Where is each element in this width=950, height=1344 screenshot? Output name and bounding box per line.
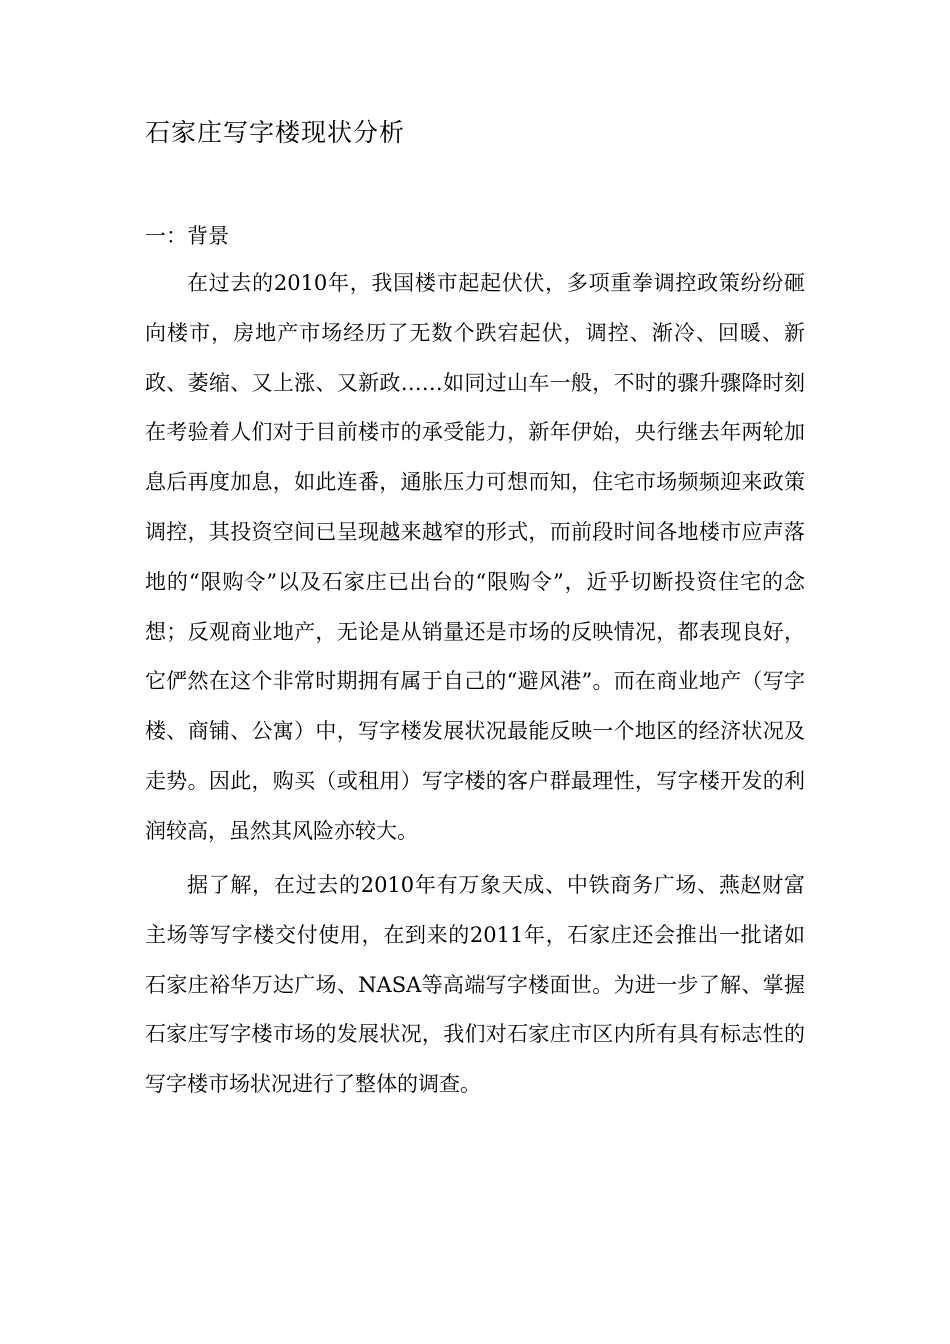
body-paragraph: 在过去的2010年，我国楼市起起伏伏，多项重拳调控政策纷纷砸向楼市，房地产市场经历了无数个跌宕起伏，调控、渐冷、回暖、新政、萎缩、又上涨、又新政……如同过山车一般，不时的骤升骤降时刻在考验着人们对于目前楼市的承受能力，新年伊始，央行继去年两轮加息后再度加息，如此连番，通胀压力可想而知，住宅市场频频迎来政策调控，其投资空间已呈现越来越窄的形式，而前段时间各地楼市应声落地的“限购令”以及石家庄已出台的“限购令”，近乎切断投资住宅的念想；反观商业地产，无论是从销量还是市场的反映情况，都表现良好，它俨然在这个非常时期拥有属于自己的“避风港”。而在商业地产（写字楼、商铺、公寓）中，写字楼发展状况最能反映一个地区的经济状况及走势。因此，购买（或租用）写字楼的客户群最理性，写字楼开发的利润较高，虽然其风险亦较大。 (145, 271, 805, 843)
body-paragraph: 据了解，在过去的2010年有万象天成、中铁商务广场、燕赵财富主场等写字楼交付使用，在到来的2011年，石家庄还会推出一批诸如石家庄裕华万达广场、NASA等高端写字楼面世。为进一步了解、掌握石家庄写字楼市场的发展状况，我们对石家庄市区内所有具有标志性的写字楼市场状况进行了整体的调查。 (145, 873, 805, 1097)
section-heading-background: 一：背景 (145, 224, 229, 248)
document-title: 石家庄写字楼现状分析 (145, 118, 406, 147)
